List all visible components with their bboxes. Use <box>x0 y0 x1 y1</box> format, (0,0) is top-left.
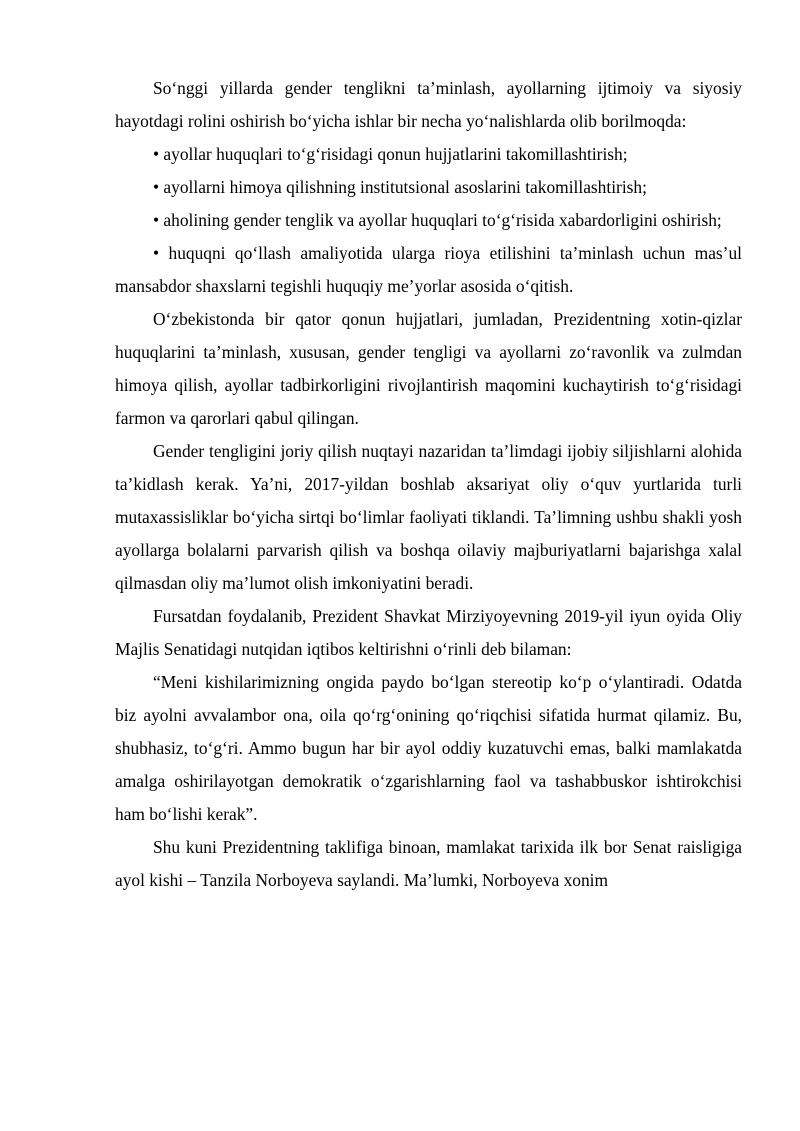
bullet-item-awareness: • aholining gender tenglik va ayollar huquqlari to‘g‘risida xabardorligini oshirish; <box>153 210 722 230</box>
bullet-item-training: • huquqni qo‘llash amaliyotida ularga rioya etilishini ta’minlash uchun mas’ul mansabdor shaxslarni tegishli huquqiy me’yorlar asosida o‘qitish. <box>115 243 742 296</box>
paragraph-legislation: O‘zbekistonda bir qator qonun hujjatlari, jumladan, Prezidentning xotin-qizlar huquqlarini ta’minlash, xususan, gender tengligi va ayollarni zo‘ravonlik va zulmdan himoya qilish, ayollar tadbirkorligini rivojlantirish maqomini kuchaytirish to‘g‘risidagi farmon va qarorlari qabul qilingan. <box>115 309 742 428</box>
document-page <box>115 72 742 897</box>
paragraph-quote: “Meni kishilarimizning ongida paydo bo‘lgan stereotip ko‘p o‘ylantiradi. Odatda biz ayolni avvalambor ona, oila qo‘rg‘onining qo‘riqchisi sifatida hurmat qilamiz. Bu, shubhasiz, to‘g‘ri. Ammo bugun har bir ayol oddiy kuzatuvchi emas, balki mamlakatda amalga oshirilayotgan demokratik o‘zgarishlarning faol va tashabbuskor ishtirokchisi ham bo‘lishi kerak”. <box>115 672 742 824</box>
bullet-item-laws: • ayollar huquqlari to‘g‘risidagi qonun hujjatlarini takomillashtirish; <box>153 144 628 164</box>
paragraph-education: Gender tengligini joriy qilish nuqtayi nazaridan ta’limdagi ijobiy siljishlarni alohida ta’kidlash kerak. Ya’ni, 2017-yildan boshlab aksariyat oliy o‘quv yurtlarida turli mutaxassisliklar bo‘yicha sirtqi bo‘limlar faoliyati tiklandi. Ta’limning ushbu shakli yosh ayollarga bolalarni parvarish qilish va boshqa oilaviy majburiyatlarni bajarishga xalal qilmasdan oliy ma’lumot olish imkoniyatini beradi. <box>115 441 742 593</box>
paragraph-intro: So‘nggi yillarda gender tenglikni ta’minlash, ayollarning ijtimoiy va siyosiy hayotdagi rolini oshirish bo‘yicha ishlar bir necha yo‘nalishlarda olib borilmoqda: <box>115 78 742 131</box>
paragraph-quote-intro: Fursatdan foydalanib, Prezident Shavkat Mirziyoyevning 2019-yil iyun oyida Oliy Majlis Senatidagi nutqidan iqtibos keltirishni o‘rinli deb bilaman: <box>115 606 742 659</box>
paragraph-senate: Shu kuni Prezidentning taklifiga binoan, mamlakat tarixida ilk bor Senat raisligiga ayol kishi – Tanzila Norboyeva saylandi. Ma’lumki, Norboyeva xonim <box>115 837 742 890</box>
bullet-item-institutions: • ayollarni himoya qilishning institutsional asoslarini takomillashtirish; <box>153 177 647 197</box>
